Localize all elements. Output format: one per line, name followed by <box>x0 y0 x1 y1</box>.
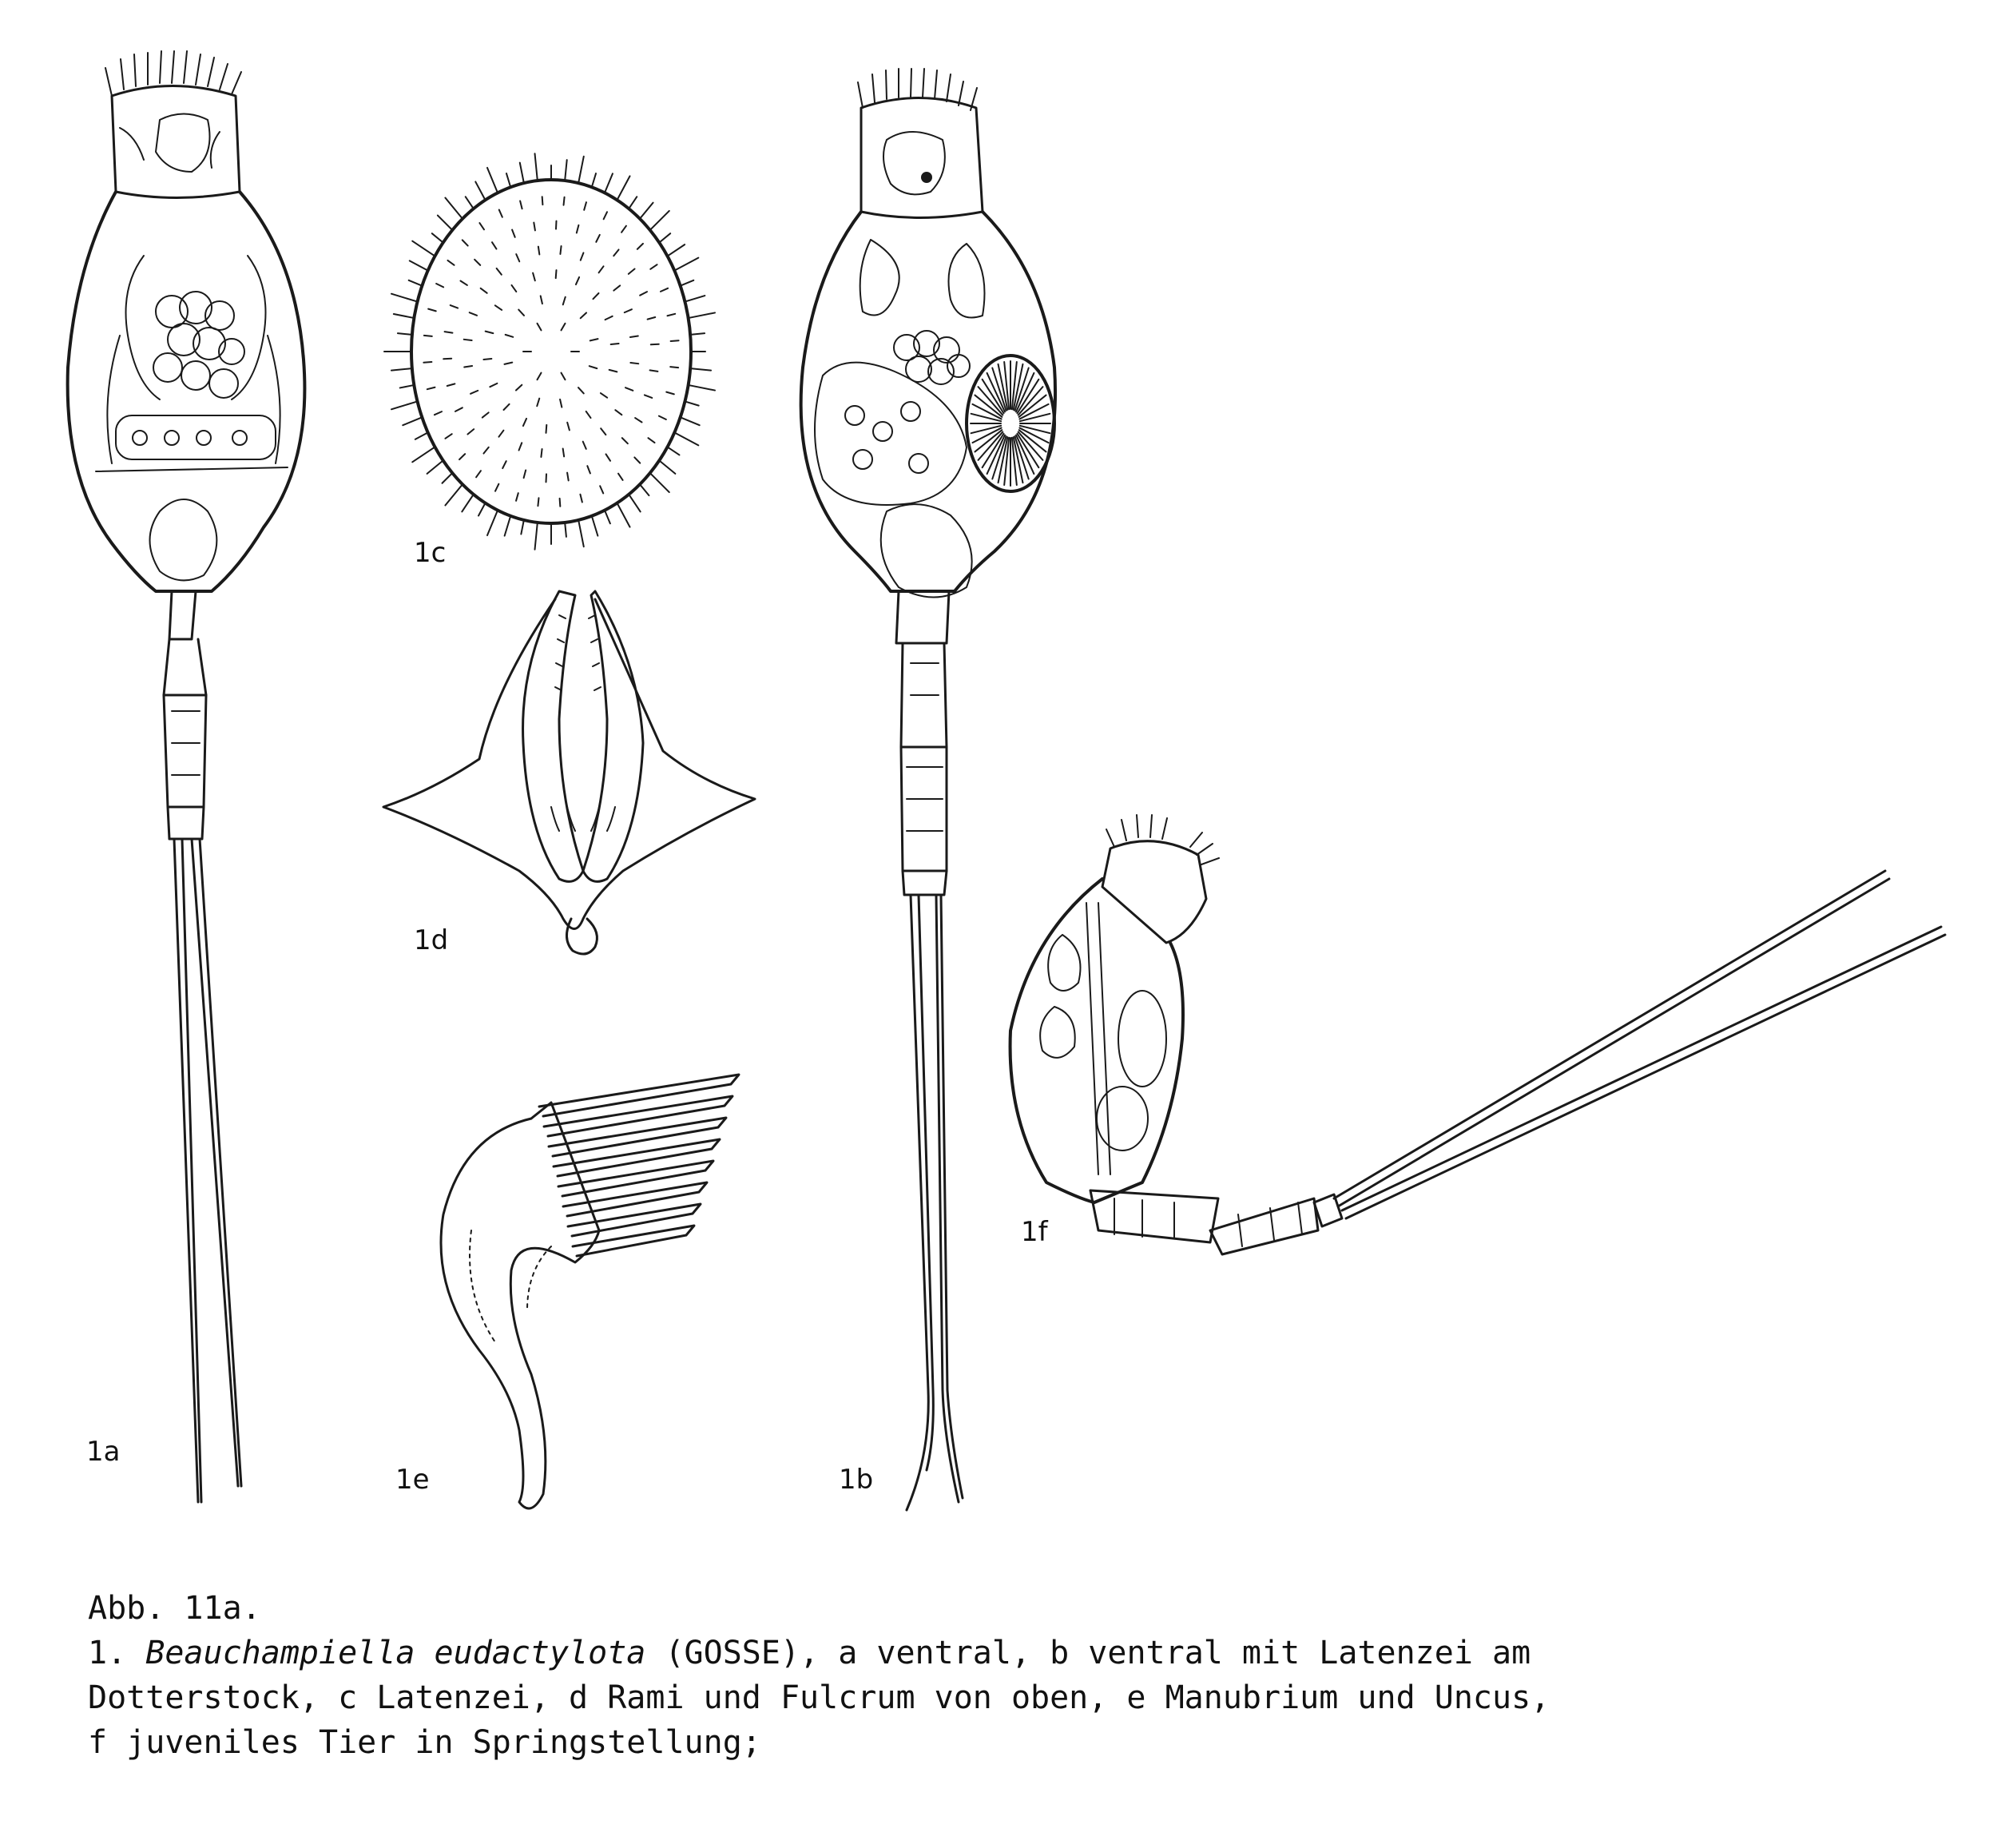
caption-heading: Abb. 11a. <box>88 1590 261 1627</box>
panel-label-1e: 1e <box>395 1464 430 1496</box>
specimen-1f-drawing <box>1010 815 1945 1254</box>
panel-label-1b: 1b <box>839 1464 874 1496</box>
caption-line-1-rest: (GOSSE), a ventral, b ventral mit Latenzei am <box>645 1635 1531 1671</box>
panel-label-1c: 1c <box>414 537 447 569</box>
caption-line-1-prefix: 1. <box>88 1635 146 1671</box>
specimen-1c-drawing <box>384 153 715 550</box>
specimen-1a-drawing <box>68 51 305 1502</box>
specimen-1b-drawing <box>801 69 1055 1510</box>
caption-line-3: f juveniles Tier in Springstellung; <box>88 1724 761 1761</box>
panel-label-1f: 1f <box>1021 1216 1048 1248</box>
specimen-1d-drawing <box>383 591 755 954</box>
caption-line-2: Dotterstock, c Latenzei, d Rami und Fulcrum von oben, e Manubrium und Uncus, <box>88 1679 1550 1716</box>
caption-line-1 <box>88 1631 1925 1675</box>
panel-label-1d: 1d <box>414 924 449 956</box>
caption-species-name: Beauchampiella eudactylota <box>145 1635 646 1671</box>
figure-caption <box>88 1586 1925 1765</box>
specimen-1e-drawing <box>441 1075 739 1508</box>
panel-label-1a: 1a <box>86 1436 121 1468</box>
